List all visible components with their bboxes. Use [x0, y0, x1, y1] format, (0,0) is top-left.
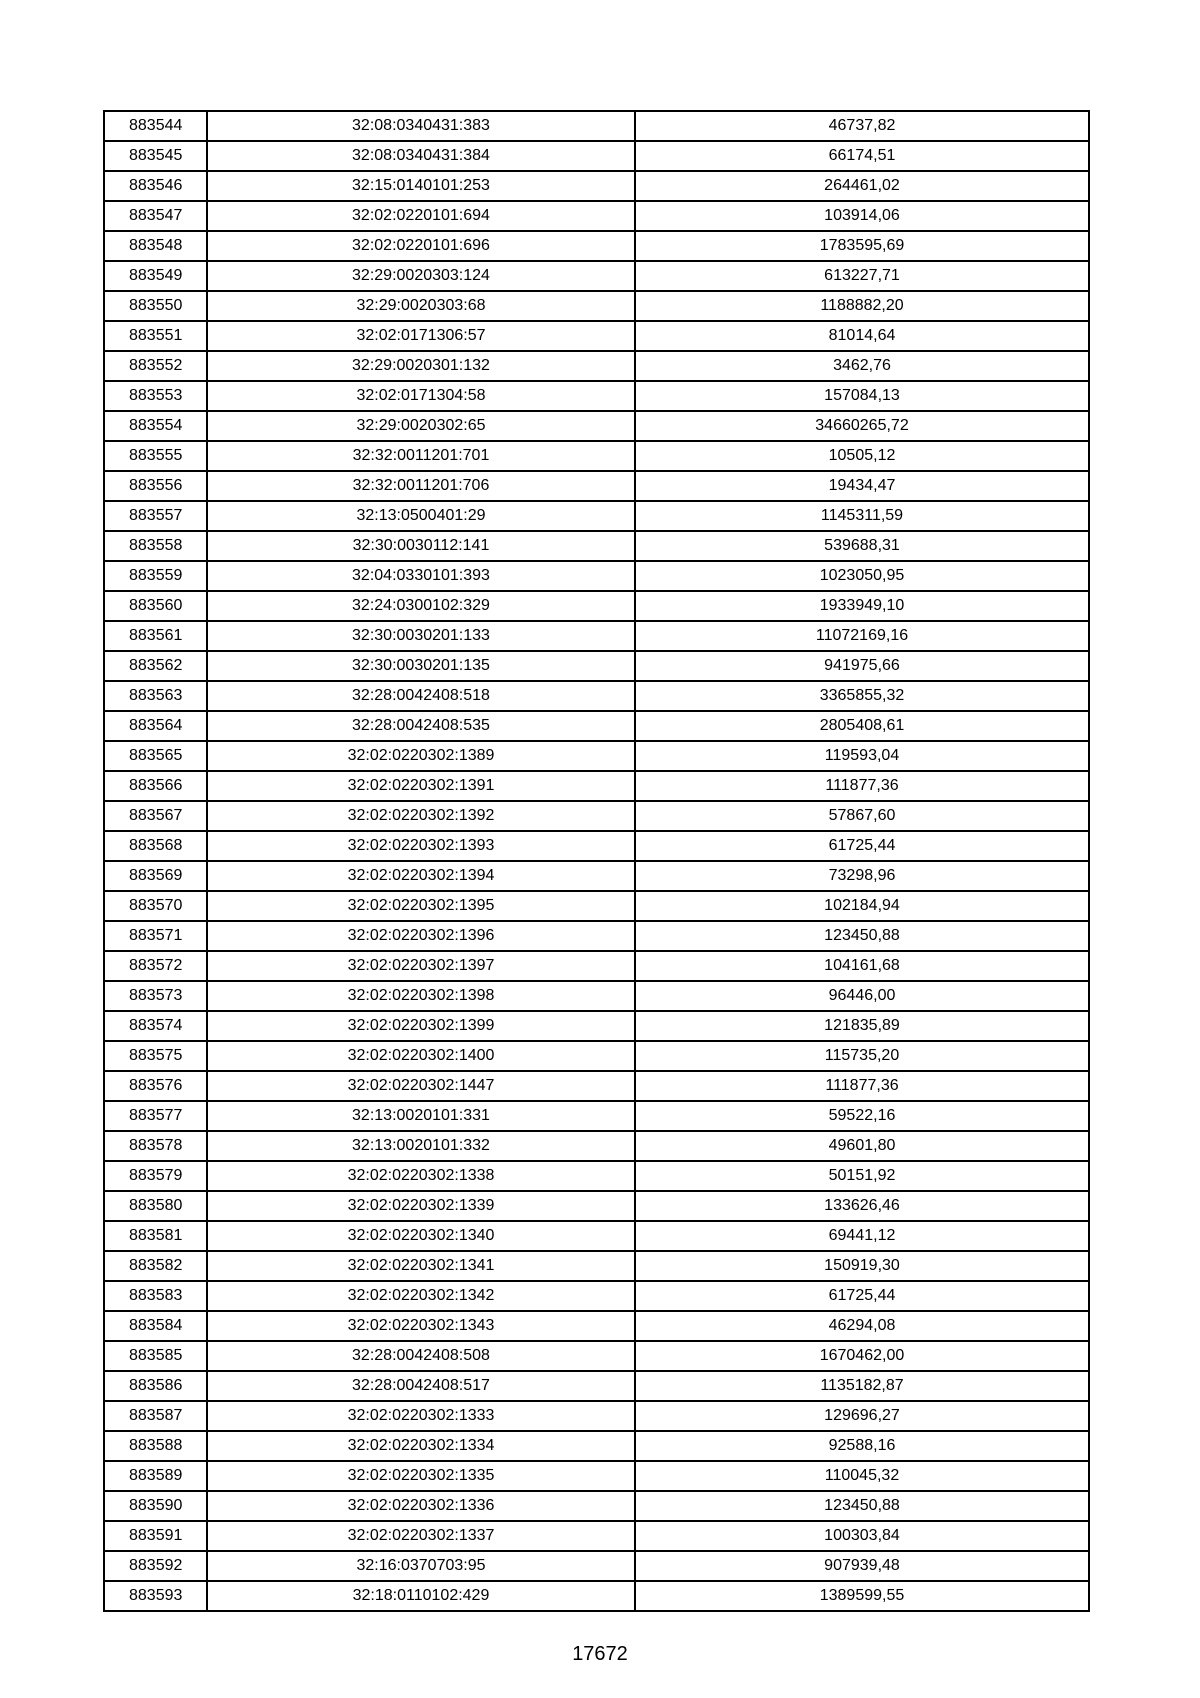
- cadastral-value-cell: 96446,00: [635, 981, 1089, 1011]
- cadastral-number-cell: 32:02:0220302:1340: [207, 1221, 635, 1251]
- cadastral-number-cell: 32:28:0042408:518: [207, 681, 635, 711]
- row-number-cell: 883546: [104, 171, 207, 201]
- cadastral-value-cell: 69441,12: [635, 1221, 1089, 1251]
- cadastral-value-cell: 61725,44: [635, 831, 1089, 861]
- cadastral-number-cell: 32:28:0042408:517: [207, 1371, 635, 1401]
- cadastral-number-cell: 32:30:0030201:135: [207, 651, 635, 681]
- cadastral-value-cell: 102184,94: [635, 891, 1089, 921]
- row-number-cell: 883556: [104, 471, 207, 501]
- cadastral-number-cell: 32:02:0220302:1393: [207, 831, 635, 861]
- table-row: [104, 711, 1089, 741]
- cadastral-value-cell: 46737,82: [635, 111, 1089, 141]
- row-number-cell: 883560: [104, 591, 207, 621]
- cadastral-value-cell: 1023050,95: [635, 561, 1089, 591]
- cadastral-value-cell: 907939,48: [635, 1551, 1089, 1581]
- cadastral-number-cell: 32:02:0220302:1392: [207, 801, 635, 831]
- row-number-cell: 883551: [104, 321, 207, 351]
- row-number-cell: 883572: [104, 951, 207, 981]
- cadastral-value-cell: 1670462,00: [635, 1341, 1089, 1371]
- cadastral-value-cell: 539688,31: [635, 531, 1089, 561]
- cadastral-number-cell: 32:16:0370703:95: [207, 1551, 635, 1581]
- cadastral-value-cell: 613227,71: [635, 261, 1089, 291]
- table-row: [104, 1131, 1089, 1161]
- row-number-cell: 883586: [104, 1371, 207, 1401]
- row-number-cell: 883575: [104, 1041, 207, 1071]
- cadastral-value-cell: 81014,64: [635, 321, 1089, 351]
- cadastral-number-cell: 32:02:0220302:1337: [207, 1521, 635, 1551]
- cadastral-value-cell: 57867,60: [635, 801, 1089, 831]
- table-row: [104, 411, 1089, 441]
- table-row: [104, 1071, 1089, 1101]
- cadastral-value-cell: 49601,80: [635, 1131, 1089, 1161]
- row-number-cell: 883590: [104, 1491, 207, 1521]
- table-row: [104, 1371, 1089, 1401]
- cadastral-value-cell: 100303,84: [635, 1521, 1089, 1551]
- table-row: [104, 1581, 1089, 1611]
- page-number: 17672: [572, 1643, 628, 1665]
- row-number-cell: 883550: [104, 291, 207, 321]
- cadastral-number-cell: 32:02:0220302:1343: [207, 1311, 635, 1341]
- cadastral-number-cell: 32:24:0300102:329: [207, 591, 635, 621]
- table-row: [104, 621, 1089, 651]
- row-number-cell: 883564: [104, 711, 207, 741]
- cadastral-number-cell: 32:02:0220302:1336: [207, 1491, 635, 1521]
- cadastral-value-cell: 133626,46: [635, 1191, 1089, 1221]
- cadastral-number-cell: 32:02:0220101:696: [207, 231, 635, 261]
- table-row: [104, 201, 1089, 231]
- cadastral-number-cell: 32:30:0030112:141: [207, 531, 635, 561]
- cadastral-value-cell: 264461,02: [635, 171, 1089, 201]
- cadastral-value-cell: 61725,44: [635, 1281, 1089, 1311]
- row-number-cell: 883555: [104, 441, 207, 471]
- table-row: [104, 471, 1089, 501]
- cadastral-number-cell: 32:02:0220302:1334: [207, 1431, 635, 1461]
- table-row: [104, 1011, 1089, 1041]
- cadastral-number-cell: 32:29:0020302:65: [207, 411, 635, 441]
- table-row: [104, 141, 1089, 171]
- cadastral-value-cell: 1783595,69: [635, 231, 1089, 261]
- row-number-cell: 883571: [104, 921, 207, 951]
- cadastral-value-cell: 104161,68: [635, 951, 1089, 981]
- table-row: [104, 951, 1089, 981]
- cadastral-number-cell: 32:02:0220302:1396: [207, 921, 635, 951]
- cadastral-value-cell: 10505,12: [635, 441, 1089, 471]
- cadastral-value-cell: 46294,08: [635, 1311, 1089, 1341]
- row-number-cell: 883565: [104, 741, 207, 771]
- cadastral-number-cell: 32:02:0220302:1389: [207, 741, 635, 771]
- cadastral-value-cell: 941975,66: [635, 651, 1089, 681]
- table-row: [104, 1041, 1089, 1071]
- row-number-cell: 883574: [104, 1011, 207, 1041]
- table-row: [104, 1191, 1089, 1221]
- cadastral-value-cell: 129696,27: [635, 1401, 1089, 1431]
- cadastral-value-cell: 2805408,61: [635, 711, 1089, 741]
- cadastral-value-cell: 111877,36: [635, 1071, 1089, 1101]
- table-row: [104, 1311, 1089, 1341]
- cadastral-value-cell: 111877,36: [635, 771, 1089, 801]
- row-number-cell: 883552: [104, 351, 207, 381]
- table-row: [104, 1431, 1089, 1461]
- row-number-cell: 883545: [104, 141, 207, 171]
- cadastral-value-cell: 110045,32: [635, 1461, 1089, 1491]
- row-number-cell: 883547: [104, 201, 207, 231]
- table-row: [104, 1341, 1089, 1371]
- cadastral-value-cell: 157084,13: [635, 381, 1089, 411]
- table-row: [104, 261, 1089, 291]
- cadastral-number-cell: 32:15:0140101:253: [207, 171, 635, 201]
- cadastral-value-cell: 73298,96: [635, 861, 1089, 891]
- row-number-cell: 883585: [104, 1341, 207, 1371]
- table-row: [104, 921, 1089, 951]
- cadastral-value-cell: 119593,04: [635, 741, 1089, 771]
- table-row: [104, 501, 1089, 531]
- cadastral-value-cell: 1145311,59: [635, 501, 1089, 531]
- row-number-cell: 883577: [104, 1101, 207, 1131]
- row-number-cell: 883592: [104, 1551, 207, 1581]
- table-row: [104, 351, 1089, 381]
- table-row: [104, 741, 1089, 771]
- row-number-cell: 883554: [104, 411, 207, 441]
- row-number-cell: 883557: [104, 501, 207, 531]
- cadastral-number-cell: 32:02:0220302:1395: [207, 891, 635, 921]
- cadastral-value-cell: 1188882,20: [635, 291, 1089, 321]
- table-row: [104, 561, 1089, 591]
- cadastral-number-cell: 32:02:0220302:1333: [207, 1401, 635, 1431]
- row-number-cell: 883580: [104, 1191, 207, 1221]
- row-number-cell: 883567: [104, 801, 207, 831]
- row-number-cell: 883582: [104, 1251, 207, 1281]
- cadastral-value-cell: 59522,16: [635, 1101, 1089, 1131]
- cadastral-value-cell: 1389599,55: [635, 1581, 1089, 1611]
- row-number-cell: 883588: [104, 1431, 207, 1461]
- table-row: [104, 1161, 1089, 1191]
- cadastral-value-cell: 121835,89: [635, 1011, 1089, 1041]
- cadastral-number-cell: 32:02:0220302:1339: [207, 1191, 635, 1221]
- row-number-cell: 883583: [104, 1281, 207, 1311]
- table-row: [104, 381, 1089, 411]
- cadastral-value-cell: 115735,20: [635, 1041, 1089, 1071]
- cadastral-number-cell: 32:02:0220302:1341: [207, 1251, 635, 1281]
- cadastral-number-cell: 32:28:0042408:508: [207, 1341, 635, 1371]
- cadastral-value-cell: 34660265,72: [635, 411, 1089, 441]
- table-row: [104, 531, 1089, 561]
- table-row: [104, 651, 1089, 681]
- cadastral-number-cell: 32:32:0011201:701: [207, 441, 635, 471]
- row-number-cell: 883584: [104, 1311, 207, 1341]
- cadastral-value-cell: 3462,76: [635, 351, 1089, 381]
- cadastral-number-cell: 32:13:0500401:29: [207, 501, 635, 531]
- cadastral-number-cell: 32:02:0220302:1394: [207, 861, 635, 891]
- cadastral-number-cell: 32:28:0042408:535: [207, 711, 635, 741]
- row-number-cell: 883549: [104, 261, 207, 291]
- cadastral-value-table: [103, 110, 1090, 1612]
- row-number-cell: 883566: [104, 771, 207, 801]
- row-number-cell: 883591: [104, 1521, 207, 1551]
- row-number-cell: 883587: [104, 1401, 207, 1431]
- table-row: [104, 1281, 1089, 1311]
- table-row: [104, 1491, 1089, 1521]
- cadastral-value-cell: 66174,51: [635, 141, 1089, 171]
- row-number-cell: 883562: [104, 651, 207, 681]
- cadastral-number-cell: 32:29:0020301:132: [207, 351, 635, 381]
- row-number-cell: 883589: [104, 1461, 207, 1491]
- table-row: [104, 111, 1089, 141]
- cadastral-number-cell: 32:02:0220302:1400: [207, 1041, 635, 1071]
- cadastral-number-cell: 32:02:0220302:1391: [207, 771, 635, 801]
- table-row: [104, 981, 1089, 1011]
- cadastral-number-cell: 32:29:0020303:68: [207, 291, 635, 321]
- row-number-cell: 883559: [104, 561, 207, 591]
- row-number-cell: 883553: [104, 381, 207, 411]
- row-number-cell: 883569: [104, 861, 207, 891]
- table-row: [104, 771, 1089, 801]
- table-row: [104, 1101, 1089, 1131]
- cadastral-value-cell: 1933949,10: [635, 591, 1089, 621]
- cadastral-number-cell: 32:02:0171304:58: [207, 381, 635, 411]
- table-row: [104, 441, 1089, 471]
- cadastral-value-cell: 50151,92: [635, 1161, 1089, 1191]
- cadastral-value-cell: 150919,30: [635, 1251, 1089, 1281]
- row-number-cell: 883568: [104, 831, 207, 861]
- cadastral-number-cell: 32:02:0220302:1447: [207, 1071, 635, 1101]
- table-row: [104, 1551, 1089, 1581]
- row-number-cell: 883544: [104, 111, 207, 141]
- cadastral-number-cell: 32:02:0220302:1397: [207, 951, 635, 981]
- table-row: [104, 591, 1089, 621]
- cadastral-number-cell: 32:29:0020303:124: [207, 261, 635, 291]
- cadastral-number-cell: 32:02:0220302:1342: [207, 1281, 635, 1311]
- table-row: [104, 1401, 1089, 1431]
- cadastral-number-cell: 32:02:0220302:1338: [207, 1161, 635, 1191]
- table-row: [104, 291, 1089, 321]
- cadastral-value-cell: 3365855,32: [635, 681, 1089, 711]
- cadastral-value-cell: 92588,16: [635, 1431, 1089, 1461]
- table-row: [104, 1461, 1089, 1491]
- table-row: [104, 891, 1089, 921]
- cadastral-value-cell: 11072169,16: [635, 621, 1089, 651]
- row-number-cell: 883558: [104, 531, 207, 561]
- cadastral-number-cell: 32:02:0171306:57: [207, 321, 635, 351]
- cadastral-number-cell: 32:08:0340431:383: [207, 111, 635, 141]
- row-number-cell: 883573: [104, 981, 207, 1011]
- table-row: [104, 321, 1089, 351]
- row-number-cell: 883570: [104, 891, 207, 921]
- row-number-cell: 883561: [104, 621, 207, 651]
- cadastral-value-cell: 123450,88: [635, 921, 1089, 951]
- cadastral-number-cell: 32:13:0020101:332: [207, 1131, 635, 1161]
- row-number-cell: 883593: [104, 1581, 207, 1611]
- table-row: [104, 1521, 1089, 1551]
- row-number-cell: 883579: [104, 1161, 207, 1191]
- table-body: [104, 111, 1089, 1611]
- cadastral-number-cell: 32:02:0220302:1399: [207, 1011, 635, 1041]
- cadastral-value-cell: 1135182,87: [635, 1371, 1089, 1401]
- cadastral-value-cell: 123450,88: [635, 1491, 1089, 1521]
- row-number-cell: 883576: [104, 1071, 207, 1101]
- table-row: [104, 681, 1089, 711]
- row-number-cell: 883563: [104, 681, 207, 711]
- cadastral-number-cell: 32:02:0220302:1398: [207, 981, 635, 1011]
- cadastral-value-cell: 103914,06: [635, 201, 1089, 231]
- cadastral-number-cell: 32:02:0220101:694: [207, 201, 635, 231]
- cadastral-number-cell: 32:13:0020101:331: [207, 1101, 635, 1131]
- row-number-cell: 883581: [104, 1221, 207, 1251]
- cadastral-number-cell: 32:08:0340431:384: [207, 141, 635, 171]
- table-row: [104, 1251, 1089, 1281]
- cadastral-value-cell: 19434,47: [635, 471, 1089, 501]
- table-row: [104, 861, 1089, 891]
- cadastral-number-cell: 32:02:0220302:1335: [207, 1461, 635, 1491]
- table-row: [104, 171, 1089, 201]
- table-row: [104, 1221, 1089, 1251]
- cadastral-number-cell: 32:04:0330101:393: [207, 561, 635, 591]
- table-row: [104, 231, 1089, 261]
- row-number-cell: 883578: [104, 1131, 207, 1161]
- cadastral-number-cell: 32:32:0011201:706: [207, 471, 635, 501]
- table-row: [104, 801, 1089, 831]
- cadastral-number-cell: 32:18:0110102:429: [207, 1581, 635, 1611]
- row-number-cell: 883548: [104, 231, 207, 261]
- cadastral-number-cell: 32:30:0030201:133: [207, 621, 635, 651]
- table-row: [104, 831, 1089, 861]
